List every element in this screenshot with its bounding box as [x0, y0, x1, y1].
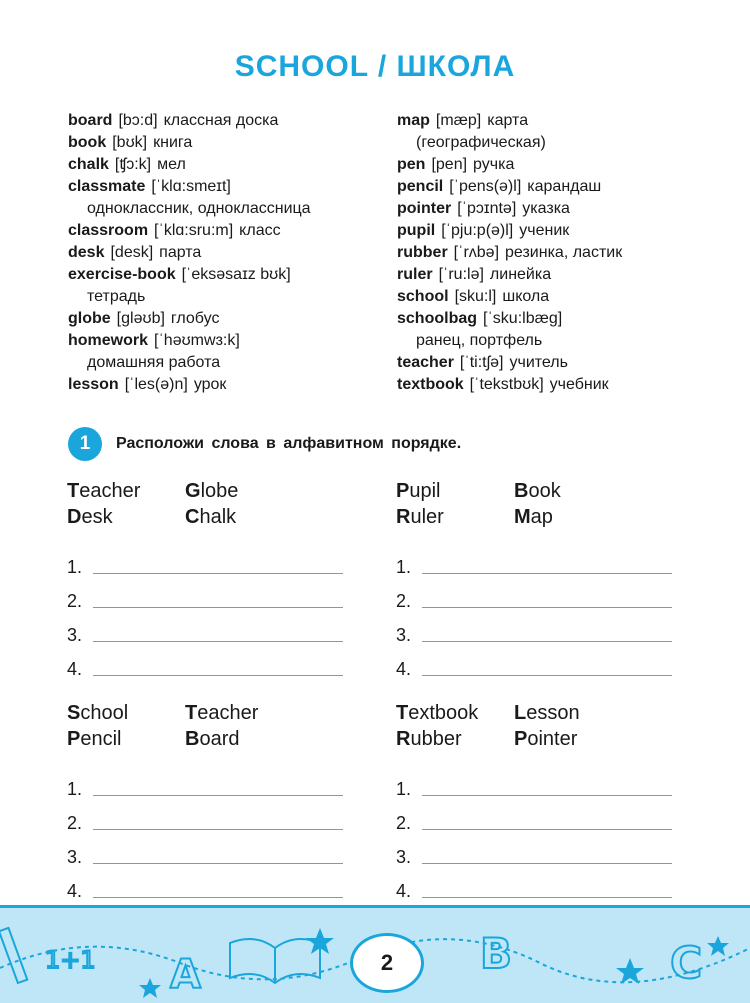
vocab-transcription: [ˈsku:lbæg] — [483, 310, 563, 327]
vocab-word: pencil — [397, 178, 444, 195]
answer-line[interactable] — [396, 834, 672, 868]
vocab-translation: класс — [239, 222, 281, 239]
word-set — [396, 700, 672, 752]
vocab-continuation: (географическая) — [416, 134, 546, 151]
vocab-translation: ученик — [519, 222, 570, 239]
answer-underline[interactable] — [422, 897, 672, 898]
vocab-translation: карандаш — [527, 178, 602, 195]
vocab-transcription: [ˈklɑ:sru:m] — [154, 222, 234, 239]
word-set — [396, 478, 672, 530]
line-number: 3. — [396, 847, 412, 867]
vocab-entry — [397, 154, 717, 176]
vocab-translation: резинка, ластик — [505, 244, 623, 261]
vocab-transcription: [ˈles(ə)n] — [124, 376, 188, 393]
word-item: Globe — [185, 480, 239, 502]
word-item: Pointer — [514, 728, 578, 750]
word-set — [67, 478, 343, 530]
vocab-translation: ручка — [473, 156, 515, 173]
vocab-transcription: [ˈtekstbʊk] — [469, 376, 544, 393]
answer-underline[interactable] — [422, 641, 672, 642]
answer-underline[interactable] — [93, 829, 343, 830]
word-group-4 — [396, 700, 672, 902]
vocab-continuation: одноклассник, одноклассница — [87, 200, 311, 217]
word-row — [396, 504, 672, 530]
vocab-entry — [68, 176, 368, 198]
answer-underline[interactable] — [93, 607, 343, 608]
vocab-word: schoolbag — [397, 310, 478, 327]
answer-line[interactable] — [67, 612, 343, 646]
task-heading — [68, 427, 461, 461]
line-number: 2. — [396, 591, 412, 611]
vocab-word: teacher — [397, 354, 454, 371]
vocabulary-list-left — [68, 110, 368, 396]
answer-underline[interactable] — [422, 795, 672, 796]
answer-line[interactable] — [67, 578, 343, 612]
word-item: Teacher — [67, 480, 141, 502]
word-row — [396, 478, 672, 504]
vocab-transcription: [desk] — [110, 244, 154, 261]
vocab-translation: урок — [193, 376, 227, 393]
line-number: 2. — [67, 591, 83, 611]
word-set — [67, 700, 343, 752]
answer-underline[interactable] — [93, 641, 343, 642]
vocab-word: classroom — [68, 222, 149, 239]
vocab-word: globe — [68, 310, 111, 327]
word-item: Textbook — [396, 702, 479, 724]
answer-line[interactable] — [396, 800, 672, 834]
vocab-entry — [68, 154, 368, 176]
vocab-entry — [68, 264, 368, 286]
word-group-2 — [396, 478, 672, 680]
word-row — [396, 726, 672, 752]
svg-text:B: B — [480, 929, 513, 978]
vocab-transcription: [ˈpju:p(ə)l] — [441, 222, 514, 239]
vocab-translation: глобус — [170, 310, 220, 327]
vocab-translation: учитель — [509, 354, 568, 371]
vocab-entry — [68, 330, 368, 352]
vocab-translation: школа — [502, 288, 550, 305]
word-item: Chalk — [185, 506, 237, 528]
word-group-3 — [67, 700, 343, 902]
answer-line[interactable] — [67, 646, 343, 680]
answer-underline[interactable] — [93, 897, 343, 898]
vocab-translation: указка — [522, 200, 570, 217]
answer-line[interactable] — [67, 834, 343, 868]
line-number: 4. — [67, 659, 83, 679]
answer-underline[interactable] — [422, 829, 672, 830]
vocab-word: textbook — [397, 376, 464, 393]
vocab-transcription: [ˈhəʊmwɜ:k] — [154, 332, 240, 349]
word-item: Pencil — [67, 728, 122, 750]
answer-line[interactable] — [396, 646, 672, 680]
vocab-entry — [397, 220, 717, 242]
vocab-word: pen — [397, 156, 426, 173]
word-item: School — [67, 702, 129, 724]
vocab-word: board — [68, 112, 113, 129]
vocab-entry — [397, 176, 717, 198]
word-item: Book — [514, 480, 561, 502]
line-number: 1. — [67, 557, 83, 577]
answer-line[interactable] — [396, 766, 672, 800]
vocab-transcription: [ˈrʌbə] — [453, 244, 500, 261]
vocab-entry — [397, 352, 717, 374]
vocab-transcription: [ˈru:lə] — [438, 266, 484, 283]
vocab-word: classmate — [68, 178, 146, 195]
vocab-word: map — [397, 112, 430, 129]
vocab-translation: учебник — [549, 376, 609, 393]
vocab-entry — [397, 308, 717, 330]
line-number: 3. — [67, 847, 83, 867]
word-row — [67, 726, 343, 752]
line-number: 1. — [396, 557, 412, 577]
vocab-word: ruler — [397, 266, 433, 283]
vocab-entry — [68, 110, 368, 132]
answer-line[interactable] — [67, 800, 343, 834]
answer-line[interactable] — [67, 766, 343, 800]
answer-underline[interactable] — [93, 573, 343, 574]
vocab-word: exercise-book — [68, 266, 176, 283]
vocab-transcription: [mæp] — [435, 112, 482, 129]
answer-underline[interactable] — [422, 863, 672, 864]
vocab-word: chalk — [68, 156, 109, 173]
vocab-continuation: домашняя работа — [87, 354, 221, 371]
word-row — [67, 504, 343, 530]
vocabulary-list-right — [397, 110, 717, 396]
word-row — [67, 478, 343, 504]
vocab-word: school — [397, 288, 449, 305]
vocab-transcription: [bʊk] — [112, 134, 148, 151]
svg-text:C: C — [670, 938, 703, 989]
vocab-translation: книга — [153, 134, 193, 151]
line-number: 4. — [67, 881, 83, 901]
answer-line[interactable] — [67, 544, 343, 578]
vocab-word: desk — [68, 244, 105, 261]
word-item: Pupil — [396, 480, 441, 502]
svg-text:A: A — [170, 952, 201, 998]
word-row — [396, 700, 672, 726]
line-number: 1. — [396, 779, 412, 799]
vocab-entry — [68, 374, 368, 396]
vocab-continuation: тетрадь — [87, 288, 146, 305]
vocab-entry — [397, 286, 717, 308]
vocab-word: rubber — [397, 244, 448, 261]
vocab-translation: классная доска — [163, 112, 279, 129]
vocab-entry — [397, 264, 717, 286]
word-row — [67, 700, 343, 726]
word-item: Rubber — [396, 728, 462, 750]
vocab-entry — [68, 220, 368, 242]
answer-line[interactable] — [396, 544, 672, 578]
word-group-1 — [67, 478, 343, 680]
answer-line[interactable] — [396, 612, 672, 646]
vocab-transcription: [pen] — [431, 156, 468, 173]
word-item: Desk — [67, 506, 113, 528]
task-instruction: Расположи слова в алфавитном порядке. — [116, 435, 462, 452]
line-number: 2. — [396, 813, 412, 833]
word-item: Map — [514, 506, 553, 528]
vocab-entry — [68, 132, 368, 154]
word-item: Ruler — [396, 506, 444, 528]
vocab-transcription: [ˈeksəsaɪz bʊk] — [181, 266, 291, 283]
answer-line[interactable] — [396, 868, 672, 902]
vocab-transcription: [ˈklɑ:smeɪt] — [151, 178, 231, 195]
vocab-entry — [68, 308, 368, 330]
line-number: 3. — [67, 625, 83, 645]
svg-text:1+1: 1+1 — [45, 946, 96, 974]
word-item: Lesson — [514, 702, 580, 724]
line-number: 1. — [67, 779, 83, 799]
word-item: Board — [185, 728, 240, 750]
vocab-word: lesson — [68, 376, 119, 393]
vocab-transcription: [ˈpens(ə)l] — [449, 178, 522, 195]
line-number: 4. — [396, 659, 412, 679]
answer-underline[interactable] — [93, 863, 343, 864]
page-title: SCHOOL / ШКОЛА — [234, 50, 516, 83]
vocab-entry — [68, 242, 368, 264]
vocab-entry — [397, 198, 717, 220]
vocab-word: homework — [68, 332, 149, 349]
vocab-transcription: [gləʊb] — [116, 310, 165, 327]
answer-underline[interactable] — [422, 675, 672, 676]
answer-line[interactable] — [67, 868, 343, 902]
vocab-translation: линейка — [489, 266, 552, 283]
vocab-entry — [397, 374, 717, 396]
vocab-word: book — [68, 134, 107, 151]
answer-underline[interactable] — [422, 573, 672, 574]
task-number-badge: 1 — [68, 427, 102, 461]
line-number: 3. — [396, 625, 412, 645]
vocab-translation: парта — [159, 244, 202, 261]
word-item: Teacher — [185, 702, 259, 724]
answer-underline[interactable] — [93, 795, 343, 796]
vocab-continuation: ранец, портфель — [416, 332, 543, 349]
vocab-transcription: [sku:l] — [454, 288, 497, 305]
line-number: 2. — [67, 813, 83, 833]
vocab-translation: мел — [157, 156, 186, 173]
vocab-translation: карта — [487, 112, 529, 129]
answer-underline[interactable] — [93, 675, 343, 676]
vocab-entry — [397, 110, 717, 132]
vocab-word: pupil — [397, 222, 436, 239]
vocab-word: pointer — [397, 200, 452, 217]
vocab-transcription: [ʧɔ:k] — [114, 156, 152, 173]
vocab-transcription: [bɔ:d] — [118, 112, 158, 129]
line-number: 4. — [396, 881, 412, 901]
vocab-entry — [397, 242, 717, 264]
answer-underline[interactable] — [422, 607, 672, 608]
answer-line[interactable] — [396, 578, 672, 612]
vocab-transcription: [ˈti:tʃə] — [459, 354, 504, 371]
page-number: 2 — [350, 933, 424, 993]
vocab-transcription: [ˈpɔɪntə] — [457, 200, 517, 217]
